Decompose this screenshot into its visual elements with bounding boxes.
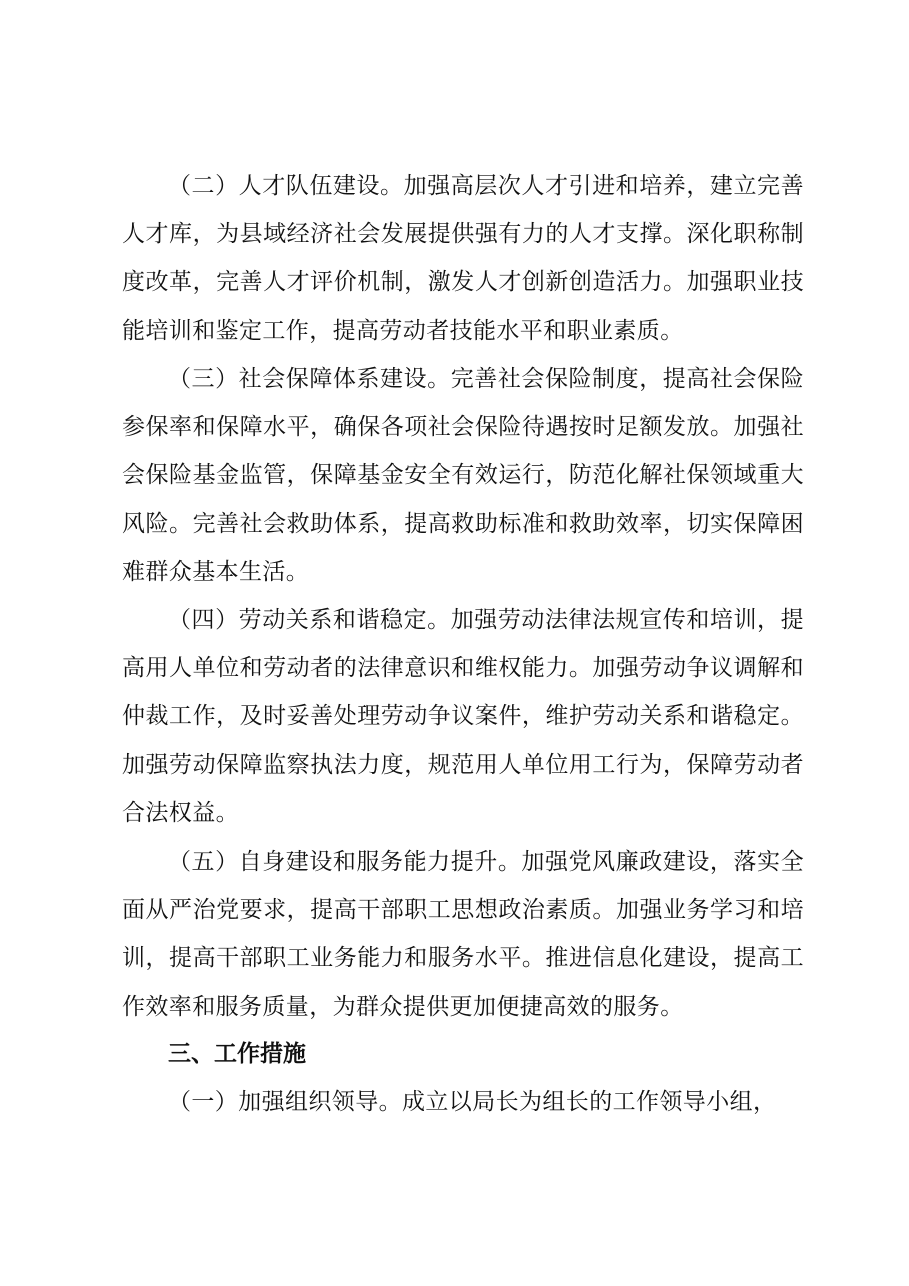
paragraph-organization	[122, 1078, 804, 1126]
paragraph-heading: （四）劳动关系和谐稳定。	[168, 607, 451, 633]
section-heading: 三、工作措施	[168, 1041, 306, 1067]
paragraph-labor-relations	[122, 596, 804, 837]
paragraph-heading: （一）加强组织领导。	[168, 1089, 402, 1115]
paragraph-body: 加强高层次人才引进和培养，建立完善人才库，为县域经济社会发展提供强有力的人才支撑。深化职称制度改革，完善人才评价机制，激发人才创新创造活力。加强职业技能培训和鉴定工作，提高劳动者技能水平和职业素质。	[122, 173, 805, 344]
paragraph-body: 完善社会保险制度，提高社会保险参保率和保障水平，确保各项社会保险待遇按时足额发放。加强社会保险基金监管，保障基金安全有效运行，防范化解社保领域重大风险。完善社会救助体系，提高救助标准和救助效率，切实保障困难群众基本生活。	[122, 366, 804, 585]
paragraph-heading: （五）自身建设和服务能力提升。	[168, 849, 522, 875]
paragraph-social-security	[122, 355, 804, 596]
paragraph-body: 加强党风廉政建设，落实全面从严治党要求，提高干部职工思想政治素质。加强业务学习和培训，提高干部职工业务能力和服务水平。推进信息化建设，提高工作效率和服务质量，为群众提供更加便捷高效的服务。	[122, 849, 804, 1020]
paragraph-body: 成立以局长为组长的工作领导小组，	[402, 1089, 777, 1115]
paragraph-talent	[122, 162, 804, 355]
paragraph-body: 加强劳动法律法规宣传和培训，提高用人单位和劳动者的法律意识和维权能力。加强劳动争议调解和仲裁工作，及时妥善处理劳动争议案件，维护劳动关系和谐稳定。加强劳动保障监察执法力度，规范用人单位用工行为，保障劳动者合法权益。	[122, 607, 804, 826]
paragraph-heading: （二）人才队伍建设。	[168, 173, 404, 199]
paragraph-self-building	[122, 838, 804, 1031]
paragraph-heading: （三）社会保障体系建设。	[168, 366, 451, 392]
